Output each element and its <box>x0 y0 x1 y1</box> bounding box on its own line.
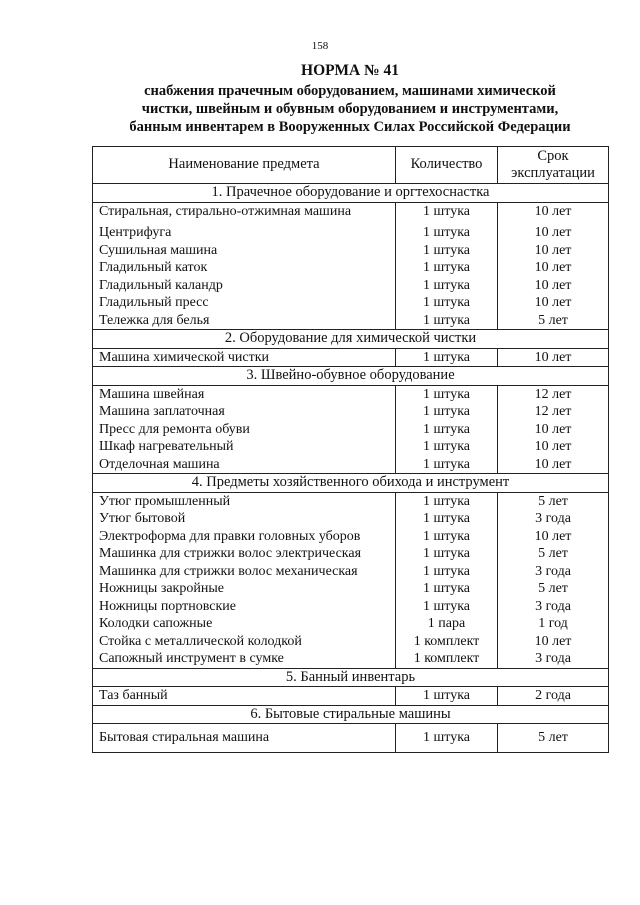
item-name: Гладильный пресс <box>93 294 396 312</box>
item-name: Пресс для ремонта обуви <box>93 421 396 439</box>
item-name: Шкаф нагревательный <box>93 438 396 456</box>
item-term: 10 лет <box>498 528 609 546</box>
section-row <box>93 367 609 386</box>
table-row <box>93 528 609 546</box>
item-term: 12 лет <box>498 385 609 403</box>
table-row <box>93 220 609 242</box>
item-name: Гладильный каландр <box>93 277 396 295</box>
item-name: Машина швейная <box>93 385 396 403</box>
item-term: 10 лет <box>498 348 609 367</box>
item-name: Машинка для стрижки волос механическая <box>93 563 396 581</box>
item-term: 10 лет <box>498 277 609 295</box>
section-row <box>93 705 609 724</box>
item-term: 1 год <box>498 615 609 633</box>
header-term-line: Срок <box>537 147 569 164</box>
item-quantity: 1 штука <box>396 348 498 367</box>
item-name: Бытовая стиральная машина <box>93 724 396 753</box>
item-term: 10 лет <box>498 294 609 312</box>
item-term: 5 лет <box>498 724 609 753</box>
table-header-row <box>93 147 609 184</box>
item-term: 3 года <box>498 650 609 668</box>
table-row <box>93 724 609 753</box>
item-quantity: 1 штука <box>396 724 498 753</box>
item-name: Стиральная, стирально-отжимная машина <box>93 202 396 220</box>
table-row <box>93 438 609 456</box>
section-title: 4. Предметы хозяйственного обихода и инструмент <box>93 474 609 493</box>
item-name: Сушильная машина <box>93 242 396 260</box>
item-quantity: 1 штука <box>396 528 498 546</box>
item-name: Электроформа для правки головных уборов <box>93 528 396 546</box>
item-term: 5 лет <box>498 545 609 563</box>
item-name: Ножницы закройные <box>93 580 396 598</box>
item-quantity: 1 штука <box>396 545 498 563</box>
item-term: 3 года <box>498 598 609 616</box>
table-row <box>93 687 609 706</box>
table-row <box>93 580 609 598</box>
table-row <box>93 385 609 403</box>
section-title: 6. Бытовые стиральные машины <box>93 705 609 724</box>
item-term: 5 лет <box>498 580 609 598</box>
item-quantity: 1 штука <box>396 563 498 581</box>
header-term <box>498 147 609 184</box>
document-heading <box>90 62 610 136</box>
norm-subtitle-line: чистки, швейным и обувным оборудованием и инструментами, <box>141 101 559 117</box>
item-term: 10 лет <box>498 259 609 277</box>
table-row <box>93 545 609 563</box>
item-name: Сапожный инструмент в сумке <box>93 650 396 668</box>
item-name: Гладильный каток <box>93 259 396 277</box>
section-row <box>93 474 609 493</box>
table-row <box>93 202 609 220</box>
item-quantity: 1 штука <box>396 242 498 260</box>
item-name: Утюг бытовой <box>93 510 396 528</box>
item-term: 12 лет <box>498 403 609 421</box>
header-name: Наименование предмета <box>93 147 396 184</box>
item-quantity: 1 штука <box>396 294 498 312</box>
item-quantity: 1 пара <box>396 615 498 633</box>
item-name: Утюг промышленный <box>93 492 396 510</box>
table-row <box>93 421 609 439</box>
table-row <box>93 563 609 581</box>
item-term: 3 года <box>498 563 609 581</box>
item-quantity: 1 штука <box>396 259 498 277</box>
item-quantity: 1 штука <box>396 438 498 456</box>
header-quantity: Количество <box>396 147 498 184</box>
item-term: 10 лет <box>498 456 609 474</box>
item-name: Таз банный <box>93 687 396 706</box>
header-term-line: эксплуатации <box>511 165 595 181</box>
section-row <box>93 668 609 687</box>
item-quantity: 1 штука <box>396 510 498 528</box>
item-quantity: 1 штука <box>396 220 498 242</box>
item-name: Центрифуга <box>93 220 396 242</box>
item-name: Ножницы портновские <box>93 598 396 616</box>
item-quantity: 1 штука <box>396 687 498 706</box>
item-quantity: 1 штука <box>396 277 498 295</box>
item-term: 5 лет <box>498 312 609 330</box>
item-name: Стойка с металлической колодкой <box>93 633 396 651</box>
table-row <box>93 294 609 312</box>
table-row <box>93 403 609 421</box>
item-term: 10 лет <box>498 633 609 651</box>
table-row <box>93 492 609 510</box>
item-quantity: 1 штука <box>396 492 498 510</box>
item-term: 3 года <box>498 510 609 528</box>
item-term: 10 лет <box>498 242 609 260</box>
item-term: 10 лет <box>498 421 609 439</box>
page-number: 158 <box>311 40 329 52</box>
section-title: 3. Швейно-обувное оборудование <box>93 367 609 386</box>
item-quantity: 1 штука <box>396 580 498 598</box>
norm-title: НОРМА № 41 <box>301 62 399 79</box>
item-quantity: 1 штука <box>396 598 498 616</box>
table-row <box>93 598 609 616</box>
item-quantity: 1 штука <box>396 403 498 421</box>
norm-table <box>92 146 609 753</box>
item-term: 2 года <box>498 687 609 706</box>
item-name: Машина заплаточная <box>93 403 396 421</box>
item-name: Колодки сапожные <box>93 615 396 633</box>
item-term: 5 лет <box>498 492 609 510</box>
item-quantity: 1 штука <box>396 385 498 403</box>
table-row <box>93 633 609 651</box>
table-row <box>93 348 609 367</box>
item-quantity: 1 штука <box>396 456 498 474</box>
item-name: Тележка для белья <box>93 312 396 330</box>
item-quantity: 1 штука <box>396 312 498 330</box>
table-row <box>93 312 609 330</box>
item-quantity: 1 штука <box>396 421 498 439</box>
section-row <box>93 184 609 203</box>
table-row <box>93 615 609 633</box>
section-row <box>93 330 609 349</box>
section-title: 5. Банный инвентарь <box>93 668 609 687</box>
section-title: 1. Прачечное оборудование и оргтехоснастка <box>93 184 609 203</box>
item-quantity: 1 комплект <box>396 650 498 668</box>
item-term: 10 лет <box>498 220 609 242</box>
item-term: 10 лет <box>498 202 609 220</box>
table-row <box>93 242 609 260</box>
table-row <box>93 510 609 528</box>
table-row <box>93 277 609 295</box>
item-name: Отделочная машина <box>93 456 396 474</box>
item-term: 10 лет <box>498 438 609 456</box>
table-row <box>93 650 609 668</box>
table-row <box>93 456 609 474</box>
norm-subtitle-line: снабжения прачечным оборудованием, машинами химической <box>144 83 556 99</box>
norm-subtitle-line: банным инвентарем в Вооруженных Силах Российской Федерации <box>129 119 571 135</box>
item-name: Машинка для стрижки волос электрическая <box>93 545 396 563</box>
item-name: Машина химической чистки <box>93 348 396 367</box>
item-quantity: 1 штука <box>396 202 498 220</box>
section-title: 2. Оборудование для химической чистки <box>93 330 609 349</box>
table-row <box>93 259 609 277</box>
item-quantity: 1 комплект <box>396 633 498 651</box>
